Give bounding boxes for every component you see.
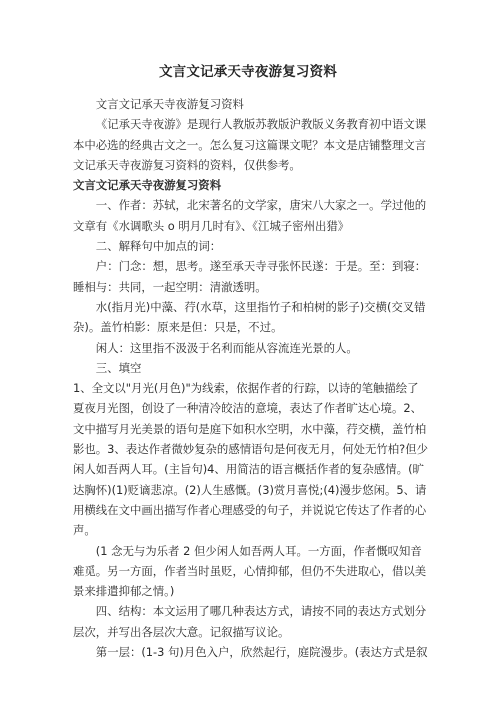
paragraph: 一、作者：苏轼，北宋著名的文学家，唐宋八大家之一。学过他的文章有《水调歌头 o 明月几时有》、《江城子密州出猎》 — [73, 198, 427, 233]
paragraph: 闲人：这里指不汲汲于名利而能从容流连光景的人。 — [95, 340, 358, 355]
paragraph: 二、解释句中加点的词： — [95, 239, 222, 254]
paragraph: 《记承天寺夜游》是现行人教版苏教版沪教版义务教育初中语文课本中必选的经典古文之一。怎么复习这篇课文呢？本文是店铺整理文言文记承天寺夜游复习资料的资料，仅供参考。 — [73, 117, 427, 172]
document-title: 文言文记承天寺夜游复习资料 — [158, 64, 338, 80]
paragraph: 第一层：(1-3 句)月色入户，欣然起行，庭院漫步。(表达方式是叙 — [95, 645, 428, 660]
paragraph: (1 念无与为乐者 2 但少闲人如吾两人耳。一方面，作者慨叹知音难觅。另一方面，作者当时虽贬，心情抑郁，但仍不失进取心，借以美景来排遣抑郁之情。) — [73, 543, 427, 599]
paragraph: 户：门念：想，思考。遂至承天寺寻张怀民遂：于是。至：到寝：睡相与：共同，一起空明：清澈透明。 — [73, 259, 427, 294]
document-body — [73, 94, 428, 662]
paragraph: 水(指月光)中藻、荇(水草，这里指竹子和柏树的影子)交横(交叉错杂)。盖竹柏影：原来是但：只是，不过。 — [73, 299, 426, 335]
section-heading: 文言文记承天寺夜游复习资料 — [73, 178, 222, 193]
paragraph: 三、填空 — [95, 360, 142, 375]
paragraph: 文言文记承天寺夜游复习资料 — [95, 97, 244, 111]
paragraph: 1、全文以"月光(月色)"为线索，依据作者的行踪，以诗的笔触描绘了夏夜月光图，创设了一种清冷皎洁的意境，表达了作者旷达心境。2、文中描写月光美景的语句是庭下如积水空明，水中藻，荇交横，盖竹柏影也。3、表达作者微妙复杂的感情语句是何夜无月，何处无竹柏?但少闲人如吾两人耳。(主旨句)4、用简洁的语言概括作者的复杂感情。(旷达胸怀)(1)贬谪悲凉。(2)人生感慨。(3)赏月喜悦;(4)漫步悠闲。5、请用横线在文中画出描写作者心理感受的句子，并说说它传达了作者的心声。 — [73, 381, 429, 538]
paragraph: 四、结构：本文运用了哪几种表达方式，请按不同的表达方式划分层次，并写出各层次大意。记叙描写议论。 — [73, 604, 427, 639]
